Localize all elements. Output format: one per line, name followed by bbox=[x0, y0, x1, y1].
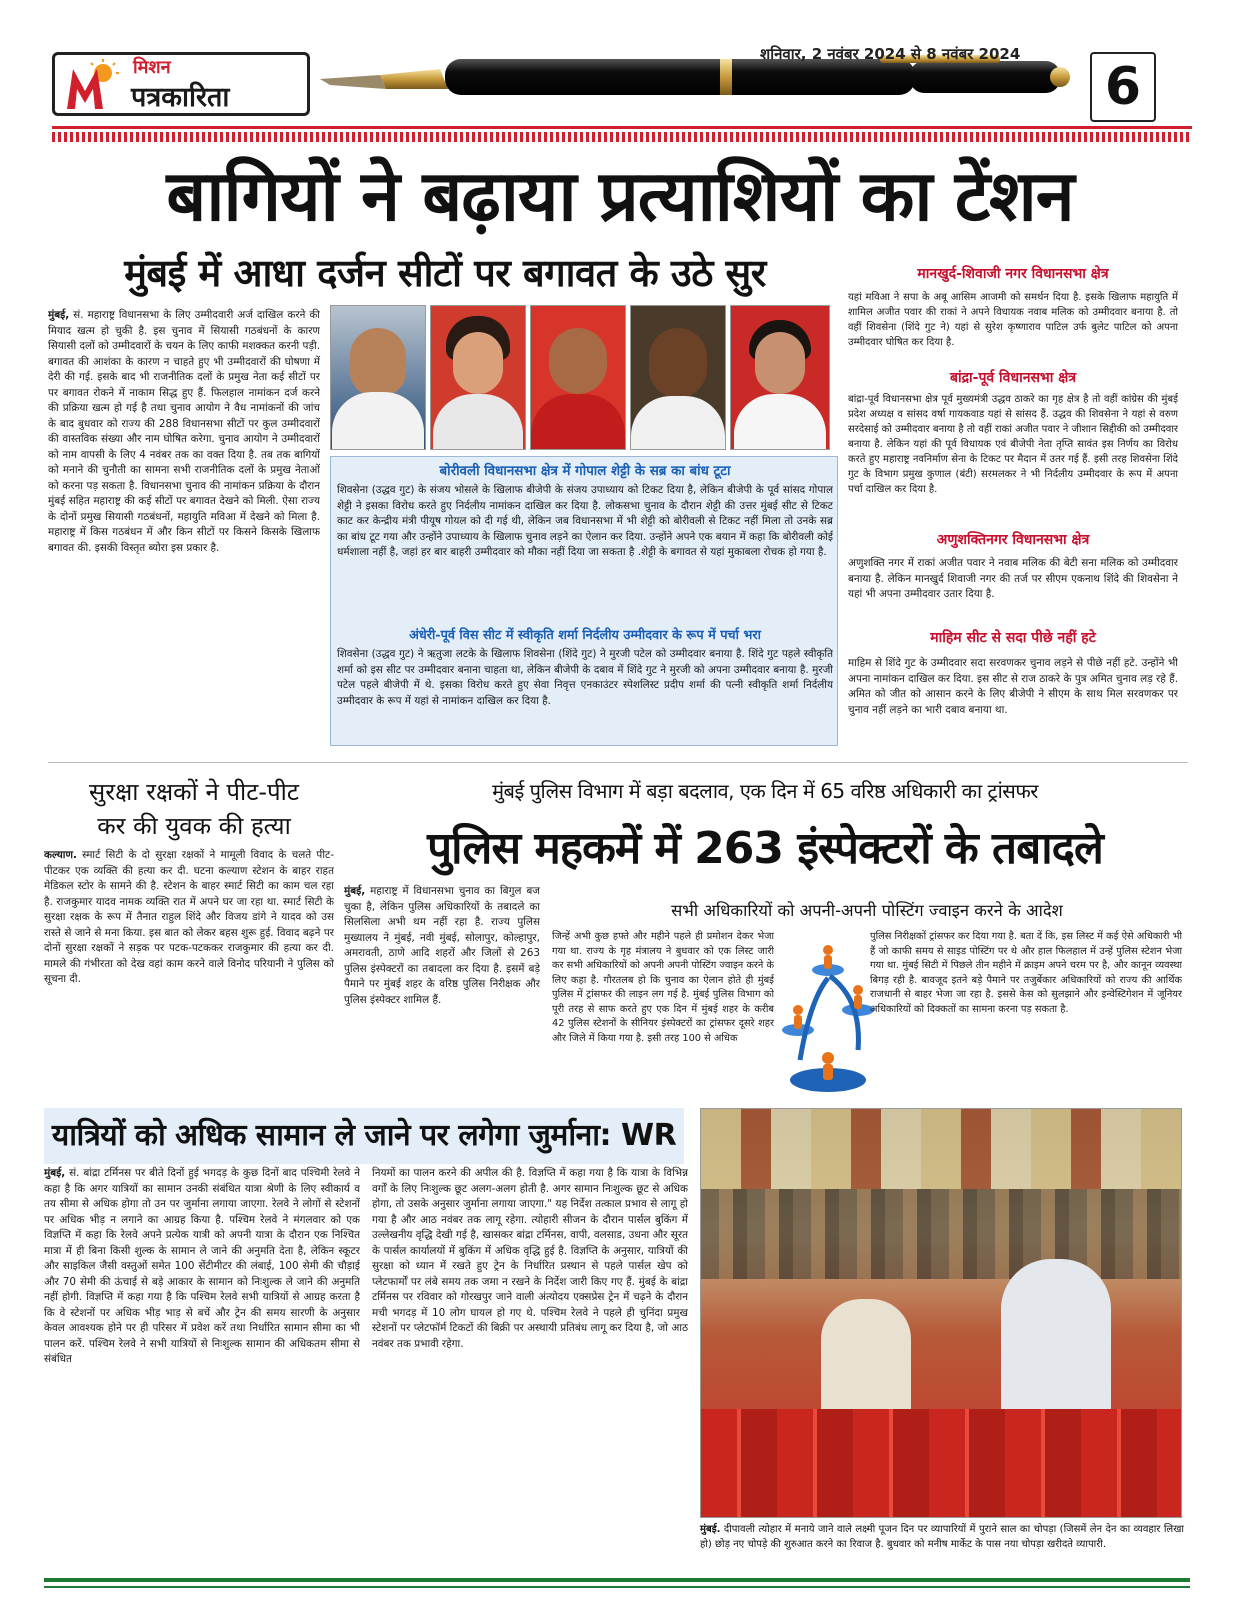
masthead-rule-stripes bbox=[52, 132, 1192, 142]
kalyan-headline-line2: कर की युवक की हत्या bbox=[97, 812, 291, 840]
police-kicker: मुंबई पुलिस विभाग में बड़ा बदलाव, एक दिन में 65 वरिष्ठ अधिकारी का ट्रांसफर bbox=[492, 779, 1038, 803]
bandra-heading: बांद्रा-पूर्व विधानसभा क्षेत्र bbox=[949, 370, 1077, 386]
logo-bottom-text: पत्रकारिता bbox=[131, 82, 230, 113]
wr-dateline: मुंबई, bbox=[44, 1167, 66, 1179]
andheri-body: शिवसेना (उद्धव गुट) ने ऋतुजा लटके के खिलाफ शिवसेना (शिंदे गुट) ने मुरजी पटेल को उम्मीदवार बनाया है. शिंदे गुट पहले स्वीकृति शर्मा को इस सीट पर उम्मीदवार बनाना चाहता था, लेकिन बीजेपी के दबाव में शिंदे गुट ने मुरजी को अपना उम्मीदवार बनाया है. मुरजी पटेल पहले बीजेपी में थे. इसका विरोध करते हुए सेवा निवृत्त एनकाउंटर स्पेशलिस्ट प्रदीप शर्मा की पत्नी स्वीकृति शर्मा निर्दलीय उम्मीदवार के रूप में यहां से नामांकन दाखिल कर दिया है. bbox=[337, 648, 833, 707]
market-photo-ledgers bbox=[701, 1409, 1182, 1518]
candidate-photo-strip bbox=[330, 305, 830, 450]
lead-body-text: सं. महाराष्ट्र विधानसभा के लिए उम्मीदवारी अर्ज दाखिल करने की मियाद खत्म हो चुकी है. इस चुनाव में सियासी गठबंधनों के कारण सियासी दलों को उम्मीदवारों के चयन के लिए काफी मशक्कत करनी पड़ी. बगावत की आशंका के कारण न चाहते हुए भी उम्मीदवारों की घोषणा में देरी की गई. इसके बाद भी राजनीतिक दलों के प्रमुख नेता कई सीटों पर पर बगावत रोकने में नाकाम सिद्ध हुए हैं. फिलहाल नामांकन दर्ज करने की प्रक्रिया खत्म हो गई है तथा चुनाव आयोग ने वैध नामांकनों की जांच के बाद बुधवार को राज्य की 288 विधानसभा सीटों पर कुल उम्मीदवारों की वास्तविक संख्या और नाम घोषित करेगा. चुनाव आयोग ने उम्मीदवारों को नाम वापसी के लिए 4 नवंबर तक का वक्त दिया है. तब तक बागियों को मनाने की चुनौती का सामना सभी राजनीतिक दलों के प्रमुख नेताओं को करना पड़ सकता है. विधानसभा चुनाव की नामांकन प्रक्रिया के दौरान मुंबई सहित महाराष्ट्र की कई सीटों पर बगावत देखने को मिली. ऐसा राज्य के दोनों प्रमुख सियासी गठबंधनों, महायुति मविआ में देखने को मिला है. महाराष्ट्र में किस गठबंधन में और किन सीटों पर किसने किसके खिलाफ बगावत की. इसकी विस्तृत ब्योरा इस प्रकार है. bbox=[48, 309, 320, 554]
mahim-body: माहिम से शिंदे गुट के उम्मीदवार सदा सरवणकर चुनाव लड़ने से पीछे नहीं हटे. उन्होंने भी अपना नामांकन दाखिल कर दिया. इस सीट से राज ठाकरे के पुत्र अमित चुनाव लड़ रहे हैं. अमित को जीत को आसान करने के लिए बीजेपी ने सीएम के साथ मिल सरवणकर पर चुनाव नहीं लड़ने का भारी दबाव बनाया था. bbox=[848, 657, 1178, 716]
anushakti-body: अणुशक्ति नगर में राकां अजीत पवार ने नवाब मलिक की बेटी सना मलिक को उम्मीदवार बनाया है. लेकिन मानखुर्द शिवाजी नगर की तर्ज पर सीएम एकनाथ शिंदे की शिवसेना ने यहां भी अपना उम्मीदवार उतार दिया है. bbox=[848, 557, 1178, 600]
kalyan-body bbox=[44, 848, 334, 1104]
candidate-photo-4 bbox=[630, 305, 726, 450]
kalyan-headline-line1: सुरक्षा रक्षकों ने पीट-पीट bbox=[89, 778, 299, 806]
market-photo-buyer bbox=[1001, 1259, 1111, 1429]
borivali-andheri-box bbox=[330, 456, 838, 746]
masthead bbox=[0, 0, 1234, 160]
lead-dateline: मुंबई, bbox=[48, 309, 70, 321]
andheri-heading: अंधेरी-पूर्व विस सीट में स्वीकृति शर्मा निर्दलीय उम्मीदवार के रूप में पर्चा भरा bbox=[409, 628, 761, 643]
candidate-photo-5 bbox=[730, 305, 830, 450]
candidate-photo-1 bbox=[330, 305, 426, 450]
candidate-photo-3 bbox=[530, 305, 626, 450]
lead-subheadline: मुंबई में आधा दर्जन सीटों पर बगावत के उठे सुर bbox=[124, 251, 766, 295]
anushakti-heading: अणुशक्तिनगर विधानसभा क्षेत्र bbox=[936, 532, 1090, 548]
market-photo-signboards bbox=[701, 1109, 1182, 1189]
wr-headline: यात्रियों को अधिक सामान ले जाने पर लगेगा जुर्माना: WR bbox=[51, 1118, 677, 1153]
mankhurd-heading: मानखुर्द-शिवाजी नगर विधानसभा क्षेत्र bbox=[917, 266, 1109, 282]
wr-col2: नियमों का पालन करने की अपील की है. विज्ञप्ति में कहा गया है कि यात्रा के विभिन्न वर्गों के लिए निःशुल्क छूट अलग-अलग होती है. अगर सामान निःशुल्क छूट से अधिक होगा, तो उसके अनुसार जुर्माना लगाया जाएगा." यह निर्देश तत्काल प्रभाव से लागू हो गया है और आठ नवंबर तक लागू रहेगा. त्योहारी सीजन के दौरान पार्सल बुकिंग में उल्लेखनीय वृद्धि देखी गई है, खासकर बांद्रा टर्मिनस, वापी, वलसाड, उधना और सूरत के पार्सल कार्यालयों में बुकिंग में अधिक वृद्धि हुई है. विज्ञप्ति के अनुसार, यात्रियों की सुरक्षा को ध्यान में रखते हुए ट्रेन के निर्धारित प्रस्थान से पहले पार्सल खेप को प्लेटफार्मों पर लंबे समय तक जमा न रखने के निर्देश जारी किए गए हैं. मुंबई के बांद्रा टर्मिनस पर रविवार को गोरखपुर जाने वाली अंत्योदय एक्सप्रेस ट्रेन में चढ़ने के दौरान मची भगदड़ में 10 लोग घायल हो गए थे. पश्चिम रेलवे ने पहले ही चुनिंदा प्रमुख स्टेशनों पर प्लेटफॉर्म टिकटों की बिक्री पर अस्थायी प्रतिबंध लागू कर दिया है, जो आठ नवंबर तक प्रभावी रहेगा. bbox=[372, 1167, 688, 1350]
bandra-body: बांद्रा-पूर्व विधानसभा क्षेत्र पूर्व मुख्यमंत्री उद्धव ठाकरे का गृह क्षेत्र है तो वहीं कांग्रेस की मुंबई प्रदेश अध्यक्ष व सांसद वर्षा गायकवाड यहां से सांसद हैं. उद्धव की शिवसेना ने यहां से वरुण सरदेसाई को उम्मीदवार बनाया है तो वहीं राकां अजीत पवार ने जीशान सिद्दीकी को उम्मीदवार बनाया है. लेकिन यहां की पूर्व विधायक एवं बीजेपी नेता तृप्ति सावंत इस निर्णय का विरोध करते हुए महाराष्ट्र नवनिर्माण सेना के टिकट पर मैदान में उतर गई हैं. इसी तरह शिवसेना शिंदे गुट के विभाग प्रमुख कुणाल (बंटी) सरमलकर ने भी निर्दलीय उम्मीदवार के रूप में अपना पर्चा दाखिल कर दिया है. bbox=[848, 394, 1178, 495]
market-photo-caption bbox=[700, 1522, 1184, 1570]
borivali-body: शिवसेना (उद्धव गुट) के संजय भोसले के खिलाफ बीजेपी के संजय उपाध्याय को टिकट दिया है, लेकिन बीजेपी के पूर्व सांसद गोपाल शेट्टी ने इसका विरोध करते हुए निर्दलीय नामांकन दाखिल कर दिया है. लोकसभा चुनाव के दौरान शेट्टी की उत्तर मुंबई सीट से टिकट काट कर केन्द्रीय मंत्री पीयूष गोयल को दी गई थी, लेकिन जब विधानसभा में भी शेट्टी को बोरीवली से टिकट नहीं मिला तो उनके सब्र का बांध टूट गया और उन्होंने उपाध्याय के खिलाफ चुनाव लड़ने का ऐलान कर दिया. उन्होंने अपने एक बयान में कहा कि बोरीवली कोई धर्मशाला नहीं है, जहां हर बार बाहरी उम्मीदवार को मौका नहीं दिया जा सकता है .शेट्टी के बगावत से यहां मुकाबला रोचक हो गया है. bbox=[337, 484, 833, 558]
footer-stripe-bottom bbox=[44, 1586, 1190, 1588]
police-col1-text: महाराष्ट्र में विधानसभा चुनाव का बिगुल बज चुका है, लेकिन पुलिस अधिकारियों के तबादले का सिलसिला अभी थम नहीं रहा है. राज्य पुलिस मुख्यालय ने मुंबई, नवी मुंबई, सोलापुर, कोल्हापुर, अमरावती, ठाणे आदि शहरों और जिलों से 263 पुलिस इंस्पेक्टरों का तबादला कर दिया है. इसमें बड़े पैमाने पर मुंबई शहर के वरिष्ठ पुलिस निरीक्षक और पुलिस इंस्पेक्टर शामिल हैं. bbox=[344, 885, 540, 1006]
logo-emblem-icon bbox=[63, 59, 125, 111]
kalyan-body-text: स्मार्ट सिटी के दो सुरक्षा रक्षकों ने मामूली विवाद के चलते पीट-पीटकर एक व्यक्ति की हत्या कर दी. घटना कल्याण स्टेशन के बाहर राहत मेडिकल स्टोर के सामने की है. स्टेशन के बाहर स्मार्ट सिटी का काम चल रहा है. राजकुमार यादव नामक व्यक्ति रात में अपने घर जा रहा था. स्मार्ट सिटी के सुरक्षा रक्षक के रूप में तैनात राहुल शिंदे और विजय डांगे ने यादव को उस रास्ते से जाने से मना किया. इस बात को लेकर बहस शुरू हुई. विवाद बढ़ने पर दोनों सुरक्षा रक्षकों ने सड़क पर पटक-पटककर राजकुमार की हत्या कर दी. मामले की गंभीरता को देख वहां काम करने वाले विनोद परियानी ने पुलिस को सूचना दी. bbox=[44, 849, 334, 985]
candidate-photo-2 bbox=[430, 305, 526, 450]
police-headline: पुलिस महकमें में 263 इंस्पेक्टरों के तबादले bbox=[427, 823, 1103, 874]
police-subhead: सभी अधिकारियों को अपनी-अपनी पोस्टिंग ज्वाइन करने के आदेश bbox=[671, 901, 1063, 920]
footer-stripe-top bbox=[44, 1578, 1190, 1582]
section-divider bbox=[48, 762, 1188, 763]
page-number-box bbox=[1090, 52, 1156, 122]
caption-text: दीपावली त्योहार में मनाये जाने वाले लक्ष्मी पूजन दिन पर व्यापारियों में पुराने साल का चोपड़ा (जिसमें लेन देन का व्यवहार लिखा हो) छोड़ नए चोपड़े की शुरुआत करने का रिवाज है. बुधवार को मनीष मार्केट के पास नया चोपड़ा खरीदते व्यापारी. bbox=[700, 1524, 1184, 1550]
police-col2: जिन्हें अभी कुछ हफ्ते और महीने पहले ही प्रमोशन देकर भेजा गया था. राज्य के गृह मंत्रालय ने बुधवार को एक लिस्ट जारी कर सभी अधिकारियों को अपनी अपनी पोस्टिंग ज्वाइन करने के लिए कहा है. गौरतलब हो कि चुनाव का ऐलान होते ही मुंबई पुलिस में ट्रांसफर की लाइन लग गई है. मुंबई पुलिस विभाग को पूरी तरह से साफ करते हुए एक दिन में मुंबई शहर के करीब 42 पुलिस स्टेशनों के सीनियर इंस्पेक्टरों का ट्रांसफर दूसरे शहर और जिले में किया गया है. इसी तरह 100 से अधिक bbox=[552, 931, 774, 1044]
market-photo-vendor bbox=[821, 1299, 911, 1419]
mankhurd-body: यहां मविआ ने सपा के अबू आसिम आजमी को समर्थन दिया है. इसके खिलाफ महायुति में शामिल अजीत पवार की राकां ने अपने विधायक नवाब मलिक को उम्मीदवार बनाया है. तो वहीं शिवसेना (शिंदे गुट ने) यहां से सुरेश कृष्णाराव पाटिल उर्फ बुलेट पाटिल को अपना उम्मीदवार घोषित कर दिया है. bbox=[848, 292, 1178, 348]
wr-col1 bbox=[44, 1166, 360, 1566]
police-col1 bbox=[344, 884, 540, 1100]
caption-dateline: मुंबई. bbox=[700, 1524, 721, 1535]
page-number: 6 bbox=[1104, 57, 1142, 117]
wr-col1-text: सं. बांद्रा टर्मिनस पर बीते दिनों हुई भगदड़ के कुछ दिनों बाद पश्चिमी रेलवे ने कहा है कि अगर यात्रियों का सामान उनकी संबंधित यात्रा श्रेणी के लिए स्वीकार्य व तय सीमा से अधिक होगा तो उन पर जुर्माना लगाया जाएगा. रेलवे ने लोगों से स्टेशनों पर अधिक भीड़ न लगाने का आग्रह किया है. पश्चिम रेलवे ने मंगलवार को एक विज्ञप्ति में कहा कि रेलवे अपने प्रत्येक यात्री को अपनी यात्रा के दौरान एक निश्चित मात्रा में ही बिना किसी शुल्क के सामान ले जाने की अनुमति देता है, लेकिन स्कूटर और साइकिल जैसी वस्तुओं समेत 100 सेंटीमीटर की लंबाई, 100 सेमी की चौड़ाई और 70 सेमी की ऊंचाई से बड़े आकार के सामान को निःशुल्क ले जाने की अनुमति नहीं होगी. विज्ञप्ति में कहा गया है कि पश्चिम रेलवे सभी यात्रियों से आग्रह करता है कि वे स्टेशनों पर अधिक भीड़ भाड़ से बचें और ट्रेन की समय सारणी के अनुसार केवल आवश्यक होने पर ही परिसर में प्रवेश करें तथा निर्धारित सामान सीमा का भी पालन करें. पश्चिम रेलवे ने सभी यात्रियों से निःशुल्क सामान की अधिकतम सीमा से संबंधित bbox=[44, 1167, 360, 1365]
wr-headline-box bbox=[44, 1108, 684, 1164]
logo-box bbox=[52, 52, 310, 116]
borivali-heading: बोरीवली विधानसभा क्षेत्र में गोपाल शेट्टी के सब्र का बांध टूटा bbox=[439, 464, 731, 479]
date-range: शनिवार, 2 नवंबर 2024 से 8 नवंबर 2024 bbox=[760, 45, 1021, 63]
logo-top-text: मिशन bbox=[133, 57, 171, 78]
market-photo-crowd bbox=[701, 1189, 1182, 1279]
lead-body bbox=[48, 308, 320, 748]
lead-headline: बागियों ने बढ़ाया प्रत्याशियों का टेंशन bbox=[166, 155, 1074, 237]
police-col3: पुलिस निरीक्षकों ट्रांसफर कर दिया गया है. बता दें कि, इस लिस्ट में कई ऐसे अधिकारी भी हैं जो काफी समय से साइड पोस्टिंग पर थे और हाल फिलहाल में उन्हें पुलिस स्टेशन भेजा गया था. मुंबई सिटी में पिछले तीन महीने में क्राइम अपने चरम पर है, और कानून व्यवस्था बिगड़ रही है. बावजूद इतने बड़े पैमाने पर तजुर्बेकार अधिकारियों को राज्य की आर्थिक राजधानी से बाहर भेजा जा रहा है. इससे केस को सुलझाने और इन्वेस्टिगेशन में जूनियर अधिकारियों को दिक्कतों का सामना करना पड़ सकता है. bbox=[870, 931, 1182, 1015]
market-photo bbox=[700, 1108, 1182, 1518]
police-dateline: मुंबई, bbox=[344, 885, 366, 897]
transfer-graphic bbox=[780, 930, 876, 1102]
kalyan-dateline: कल्याण. bbox=[44, 849, 77, 861]
mahim-heading: माहिम सीट से सदा पीछे नहीं हटे bbox=[930, 630, 1096, 646]
masthead-rule-red bbox=[52, 126, 1192, 129]
